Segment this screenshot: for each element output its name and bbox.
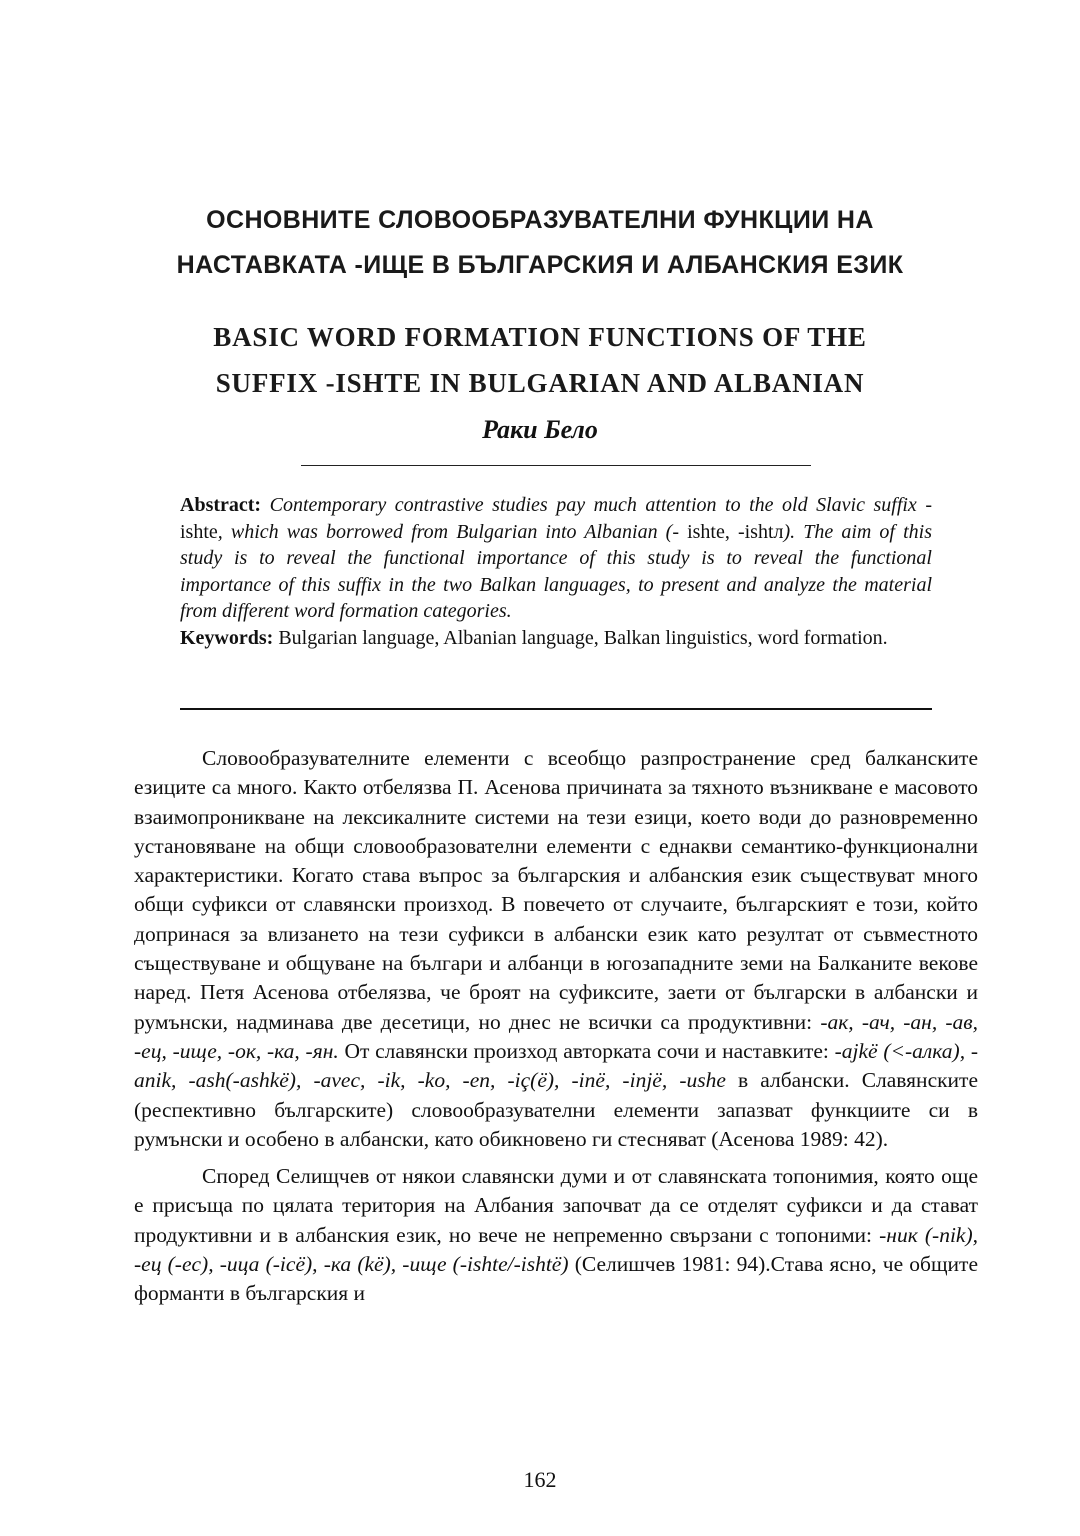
keywords-text: Bulgarian language, Albanian language, Balkan linguistics, word formation. bbox=[273, 626, 888, 649]
body-paragraph-1 bbox=[134, 744, 978, 1154]
p2-text-2: (Селишчев 1981: 94).Става ясно, че общите форманти в българския и bbox=[134, 1252, 978, 1306]
p1-text-3: в албански. Славянските (респективно българските) словообразувателни елементи запазват функциите си в румънски и особено в албански, като обикновено ги стесняват (Асенова 1989: 42). bbox=[134, 1068, 978, 1151]
abstract-text-4: - ishte, -ishtл bbox=[672, 520, 784, 543]
abstract-label: Abstract: bbox=[180, 494, 262, 516]
abstract-text-1: Contemporary contrastive studies pay much attention to the old Slavic suffix bbox=[261, 494, 926, 516]
title-english-line-1: BASIC WORD FORMATION FUNCTIONS OF THE bbox=[213, 322, 867, 352]
keywords-label: Keywords: bbox=[180, 626, 274, 649]
p2-text-1: Според Селищчев от някои славянски думи и от славянската топонимия, която още е присъща по цялата територия на Албания започват да се отделят суфикси и да стават продуктивни и в албанския език, но вече не непременно свързани с топоними: bbox=[134, 1164, 978, 1247]
keywords-paragraph bbox=[180, 625, 932, 652]
title-english-line-2: SUFFIX -ISHTE IN BULGARIAN AND ALBANIAN bbox=[215, 368, 865, 398]
p1-text-1: Словообразувателните елементи с всеобщо разпространение сред балканските езиците са много. Както отбелязва П. Асенова причината за тяхното възникване е масовото взаимопроникване на лексикалните системи на тези езици, което води до разновременно установяване на общи словообразователни елементи с еднакви семантико-функционални характеристики. Когато става въпрос за българския и албанския език съществуват много общи суфикси от славянски произход. В повечето от случаите, българският е този, който допринася за влизането на тези суфикси в албански език като резултат от съвместното съществуване и общуване на българи и албанци в югозападните земи на Балканите векове наред. Петя Асенова отбелязва, че броят на суфиксите, заети от български в албански и румънски, надминава две десетици, но днес не всички са продуктивни: bbox=[134, 746, 978, 1034]
p1-suffix-list-2: -ajkë (<-алка), -anik, -ash(-ashkë), -avec, -ik, -ko, -en, -iç(ë), -inë, -injë, -ushe bbox=[134, 1038, 978, 1093]
author-name: Раки Бело bbox=[482, 415, 598, 444]
abstract-text-2: -ishte bbox=[180, 494, 932, 543]
abstract-text-3: , which was borrowed from Bulgarian into Albanian ( bbox=[217, 520, 673, 543]
title-bulgarian-line-1: ОСНОВНИТЕ СЛОВООБРАЗУВАТЕЛНИ ФУНКЦИИ НА bbox=[206, 206, 874, 234]
p1-suffix-list-1: -ак, -ач, -ан, -ав, -ец, -ище, -ок, -ка, -ян. bbox=[134, 1009, 978, 1063]
author-divider bbox=[301, 465, 811, 466]
body-paragraph-2 bbox=[134, 1162, 978, 1308]
p2-suffix-list: -ник (-nik), -ец (-ec), -ица (-icë), -ка (kë), -ище (-ishte/-ishtë) bbox=[134, 1222, 978, 1277]
abstract-divider bbox=[180, 708, 932, 710]
title-bulgarian-line-2: НАСТАВКАТА -ИЩЕ В БЪЛГАРСКИЯ И АЛБАНСКИЯ ЕЗИК bbox=[176, 251, 904, 279]
page-number: 162 bbox=[523, 1467, 557, 1492]
abstract-text-5: ). The aim of this study is to reveal the functional importance of this study is to reveal the functional importance of this suffix in the two Balkan languages, to present and analyze the material from different word formation categories. bbox=[180, 520, 932, 622]
title-bulgarian bbox=[0, 198, 1080, 288]
abstract-paragraph bbox=[180, 492, 932, 625]
title-english bbox=[0, 314, 1080, 406]
p1-text-2: От славянски произход авторката сочи и наставките: bbox=[338, 1038, 835, 1063]
abstract-block bbox=[180, 492, 932, 651]
body-text bbox=[134, 744, 978, 1317]
